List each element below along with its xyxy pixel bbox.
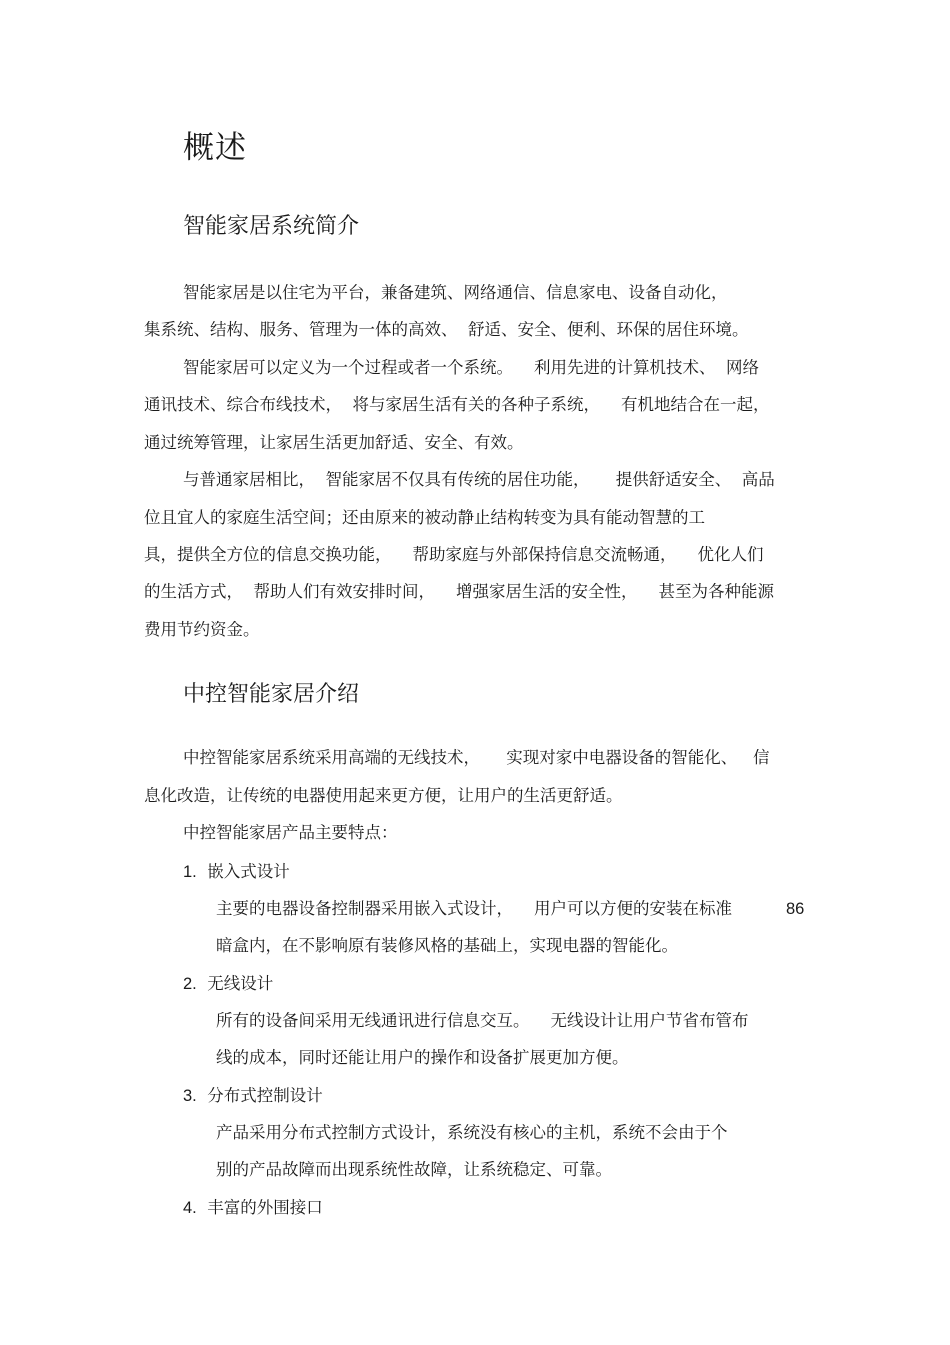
- box-standard-number: 86: [786, 900, 805, 918]
- item-number: 2.: [183, 975, 197, 993]
- item-number: 4.: [183, 1199, 197, 1217]
- feature-item-heading: [183, 1084, 323, 1108]
- item-number: 3.: [183, 1087, 197, 1105]
- section-heading-zk-smart-home: 中控智能家居介绍: [183, 682, 360, 707]
- item-label: 丰富的外围接口: [207, 1198, 323, 1217]
- paragraph-line: 通过统筹管理，让家居生活更加舒适、安全、有效。: [144, 433, 524, 452]
- feature-item-line: 线的成本，同时还能让用户的操作和设备扩展更加方便。: [216, 1048, 629, 1067]
- item-label: 嵌入式设计: [207, 862, 290, 881]
- paragraph-line: 通讯技术、综合布线技术， 将与家居生活有关的各种子系统， 有机地结合在一起，: [144, 395, 770, 414]
- paragraph-line: 智能家居是以住宅为平台，兼备建筑、网络通信、信息家电、设备自动化，: [183, 283, 728, 302]
- feature-item-line: 别的产品故障而出现系统性故障，让系统稳定、可靠。: [216, 1160, 612, 1179]
- feature-item-line: 主要的电器设备控制器采用嵌入式设计， 用户可以方便的安装在标准: [216, 899, 732, 918]
- feature-item-heading: [183, 972, 273, 996]
- section-heading-smart-home-intro: 智能家居系统简介: [183, 214, 360, 239]
- feature-item-line: 暗盒内，在不影响原有装修风格的基础上，实现电器的智能化。: [216, 936, 678, 955]
- paragraph-line: 位且宜人的家庭生活空间；还由原来的被动静止结构转变为具有能动智慧的工: [144, 508, 705, 527]
- paragraph-line: 中控智能家居系统采用高端的无线技术， 实现对家中电器设备的智能化、 信: [183, 748, 770, 767]
- item-label: 分布式控制设计: [207, 1086, 323, 1105]
- feature-item-line: 所有的设备间采用无线通讯进行信息交互。 无线设计让用户节省布管布: [216, 1011, 749, 1030]
- item-label: 无线设计: [207, 974, 274, 993]
- paragraph-line: 与普通家居相比， 智能家居不仅具有传统的居住功能， 提供舒适安全、 高品: [183, 470, 775, 489]
- feature-item-line: 产品采用分布式控制方式设计，系统没有核心的主机，系统不会由于个: [216, 1123, 728, 1142]
- paragraph-line: 费用节约资金。: [144, 620, 260, 639]
- item-number: 1.: [183, 863, 197, 881]
- paragraph-line: 具，提供全方位的信息交换功能， 帮助家庭与外部保持信息交流畅通， 优化人们: [144, 545, 764, 564]
- paragraph-line: 中控智能家居产品主要特点：: [183, 823, 398, 842]
- feature-item-heading: [183, 1196, 323, 1220]
- paragraph-line: 集系统、结构、服务、管理为一体的高效、 舒适、安全、便利、环保的居住环境。: [144, 320, 749, 339]
- paragraph-line: 息化改造，让传统的电器使用起来更方便，让用户的生活更舒适。: [144, 786, 623, 805]
- page-title: 概述: [183, 130, 247, 166]
- feature-item-heading: [183, 860, 290, 884]
- paragraph-line: 的生活方式， 帮助人们有效安排时间， 增强家居生活的安全性， 甚至为各种能源: [144, 582, 774, 601]
- paragraph-line: 智能家居可以定义为一个过程或者一个系统。 利用先进的计算机技术、 网络: [183, 358, 759, 377]
